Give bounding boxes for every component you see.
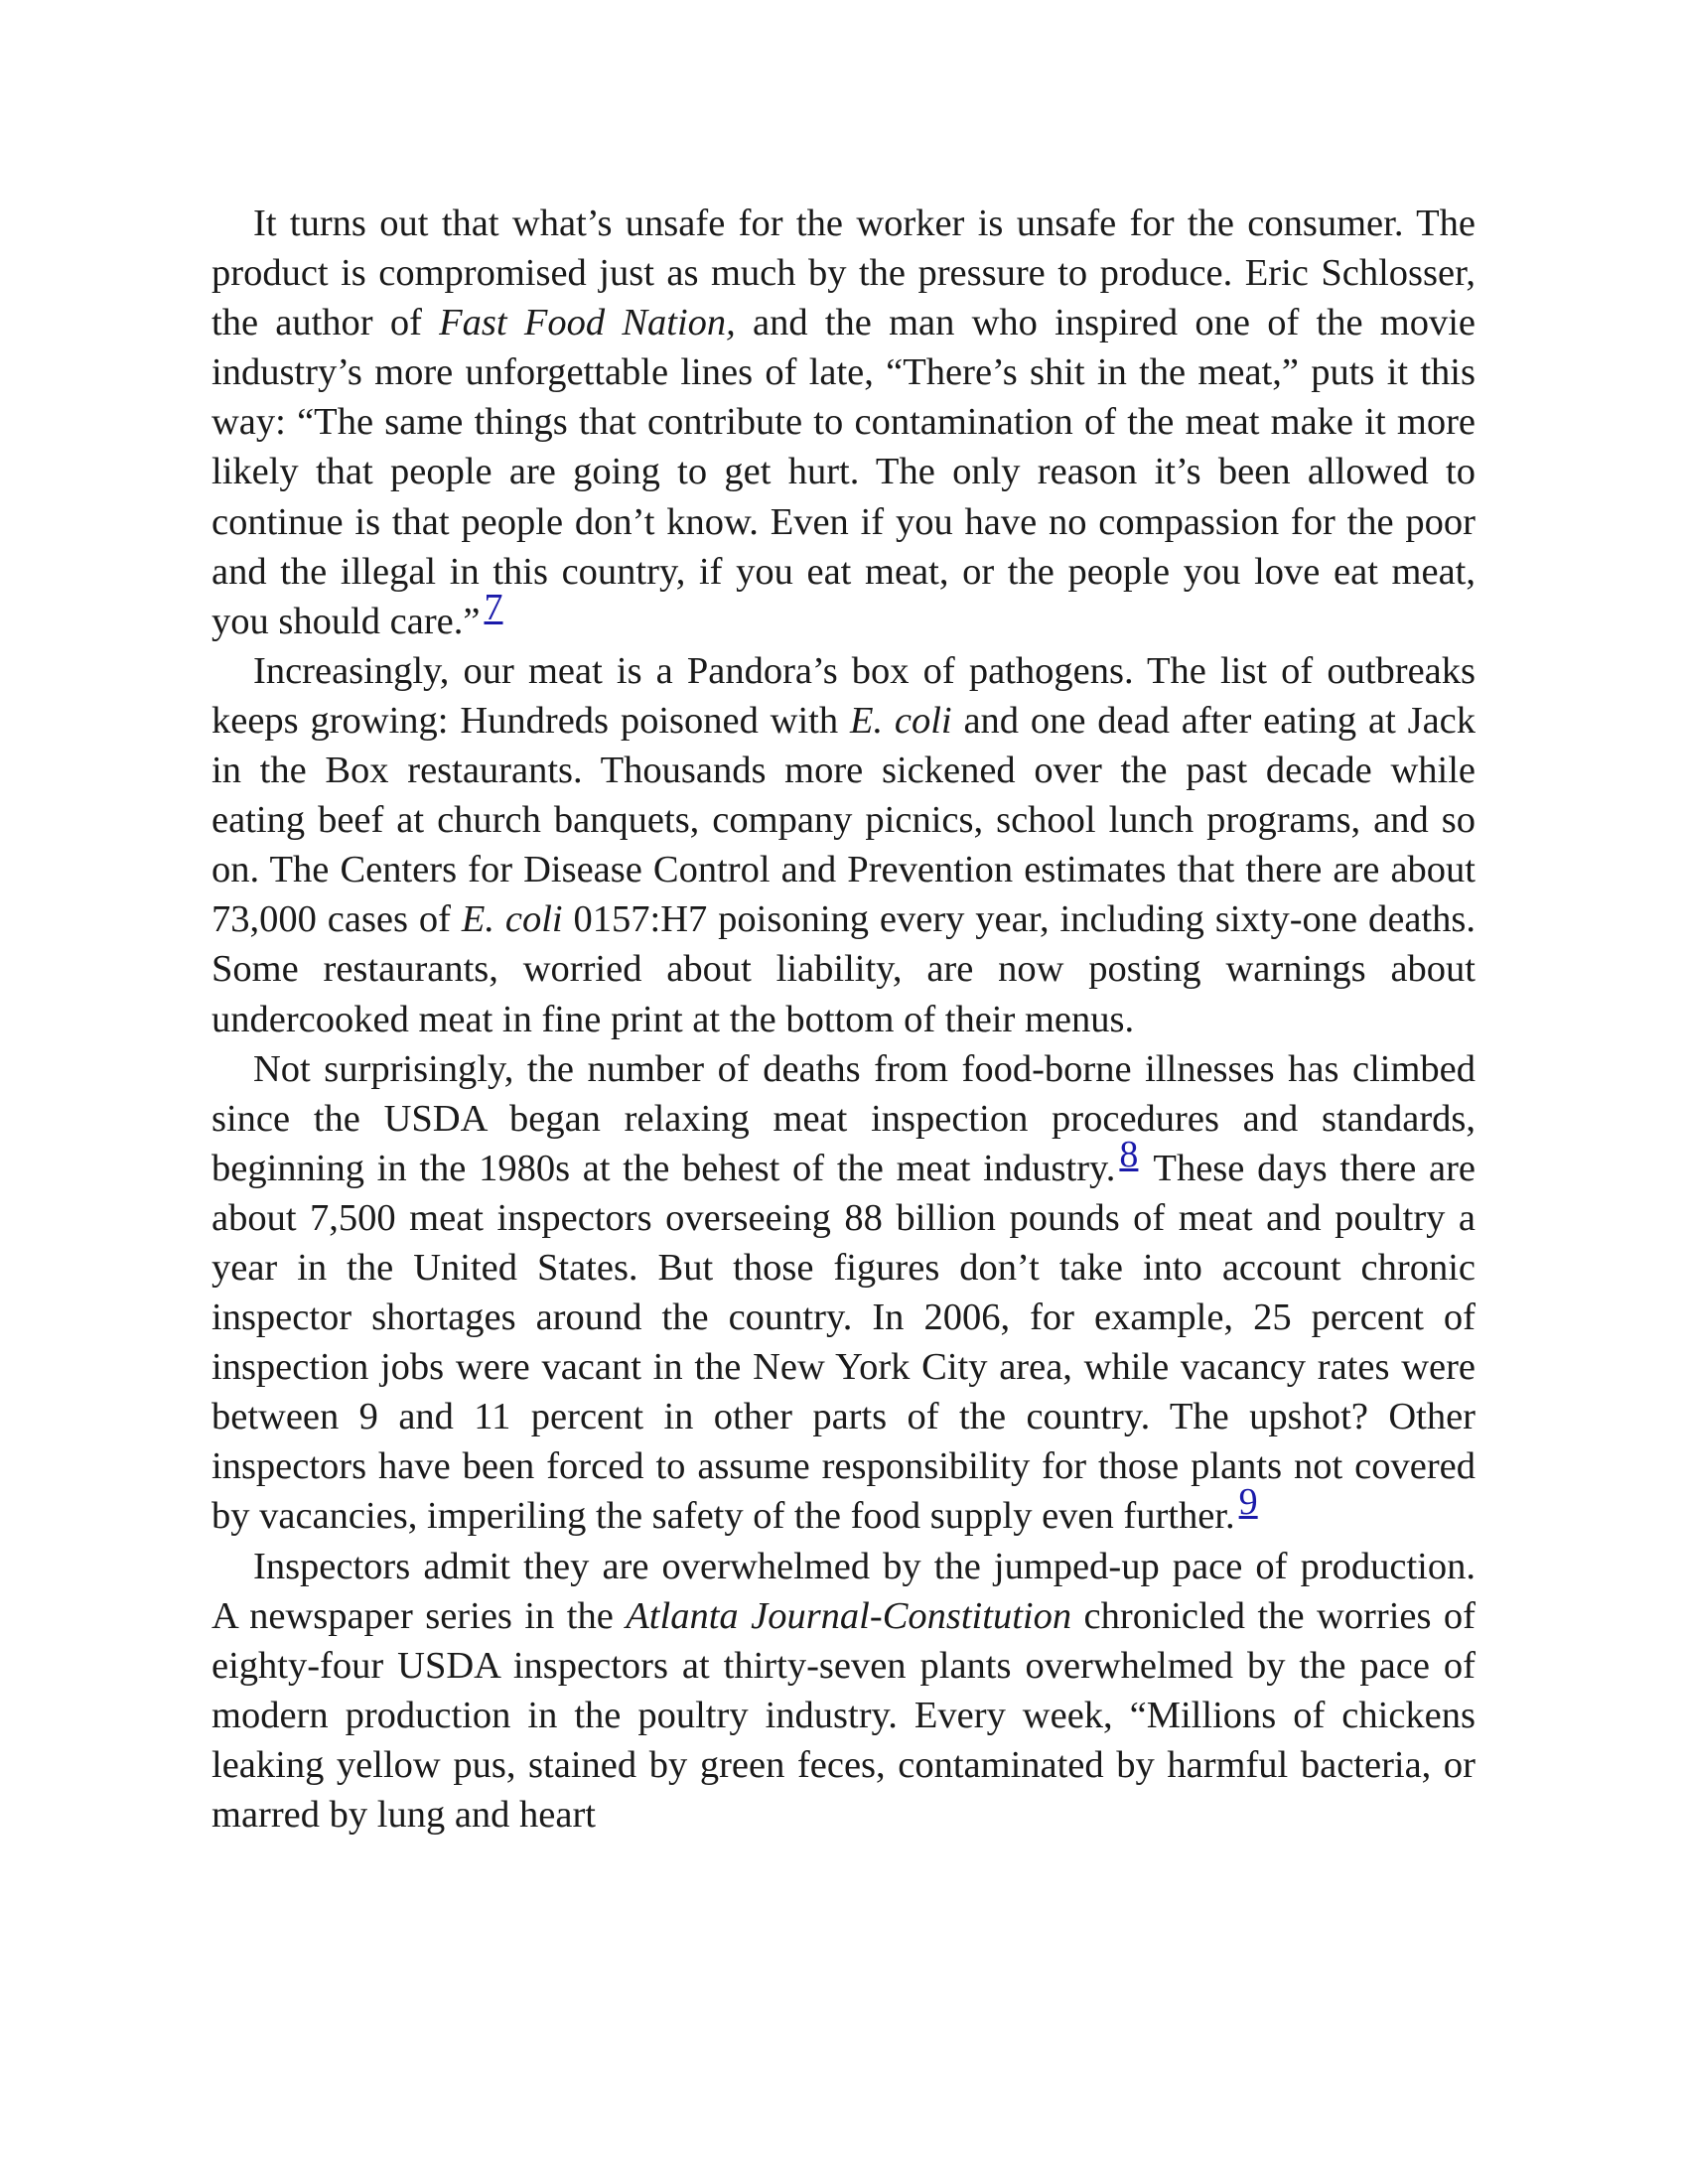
paragraph-1-text-b: and the man who inspired one of the movie industry’s more unforgettable lines of late, “There’s shit in the meat,” puts it this way: “The same things that contribute to contamination of the meat make it more likely that people are going to get hurt. The only reason it’s been allowed to continue is that people don’t know. Even if you have no compassion for the poor and the illegal in this country, if you eat meat, or the people you love eat meat, you should care.” (211, 302, 1477, 642)
paragraph-3-text-a: Not surprisingly, the number of deaths from food-borne illnesses has climbed since the USDA began relaxing meat inspection procedures and standards, beginning in the 1980s at the behest of the meat industry. (211, 1047, 1476, 1189)
paragraph-4 (211, 1542, 1476, 1841)
paragraph-3-text-b: These days there are about 7,500 meat inspectors overseeing 88 billion pounds of meat and poultry a year in the United States. But those figures don’t take into account chronic inspector shortages around the country. In 2006, for example, 25 percent of inspection jobs were vacant in the New York City area, while vacancy rates were between 9 and 11 percent in other parts of the country. The upshot? Other inspectors have been forced to assume responsibility for those plants not covered by vacancies, imperiling the safety of the food supply even further. (211, 1147, 1476, 1538)
book-title-fast-food-nation: Fast Food Nation, (439, 302, 736, 344)
footnote-link-8[interactable]: 8 (1119, 1133, 1139, 1175)
paragraph-1 (211, 199, 1476, 646)
footnote-link-7[interactable]: 7 (484, 586, 503, 628)
paragraph-4-text-a: Inspectors admit they are overwhelmed by the jumped-up pace of production. A newspaper series in the (211, 1545, 1476, 1637)
footnote-link-9[interactable]: 9 (1238, 1481, 1258, 1524)
paragraph-3 (211, 1044, 1476, 1542)
italic-e-coli: E. coli (849, 699, 952, 742)
paragraph-2-text-a: Increasingly, our meat is a Pandora’s box of pathogens. The list of outbreaks keeps growing: Hundreds poisoned with (211, 649, 1476, 742)
book-page-body (211, 199, 1476, 1840)
paragraph-4-text-b: chronicled the worries of eighty-four USDA inspectors at thirty-seven plants overwhelmed by the pace of modern production in the poultry industry. Every week, “Millions of chickens leaking yellow pus, stained by green feces, contaminated by harmful bacteria, or marred by lung and heart (211, 1594, 1477, 1836)
paragraph-2-text-b: and one dead after eating at Jack in the Box restaurants. Thousands more sickened over the past decade while eating beef at church banquets, company picnics, school lunch programs, and so on. The Centers for Disease Control and Prevention estimates that there are about 73,000 cases of (211, 699, 1477, 941)
newspaper-title-ajc: Atlanta Journal-Constitution (626, 1594, 1072, 1637)
paragraph-2 (211, 646, 1476, 1044)
paragraph-2-text-c: 0157:H7 poisoning every year, including sixty-one deaths. Some restaurants, worried about liability, are now posting warnings about undercooked meat in fine print at the bottom of their menus. (211, 898, 1476, 1040)
paragraph-1-text-a: It turns out that what’s unsafe for the worker is unsafe for the consumer. The product is compromised just as much by the pressure to produce. Eric Schlosser, the author of (211, 203, 1476, 344)
italic-e-coli: E. coli (461, 898, 563, 941)
